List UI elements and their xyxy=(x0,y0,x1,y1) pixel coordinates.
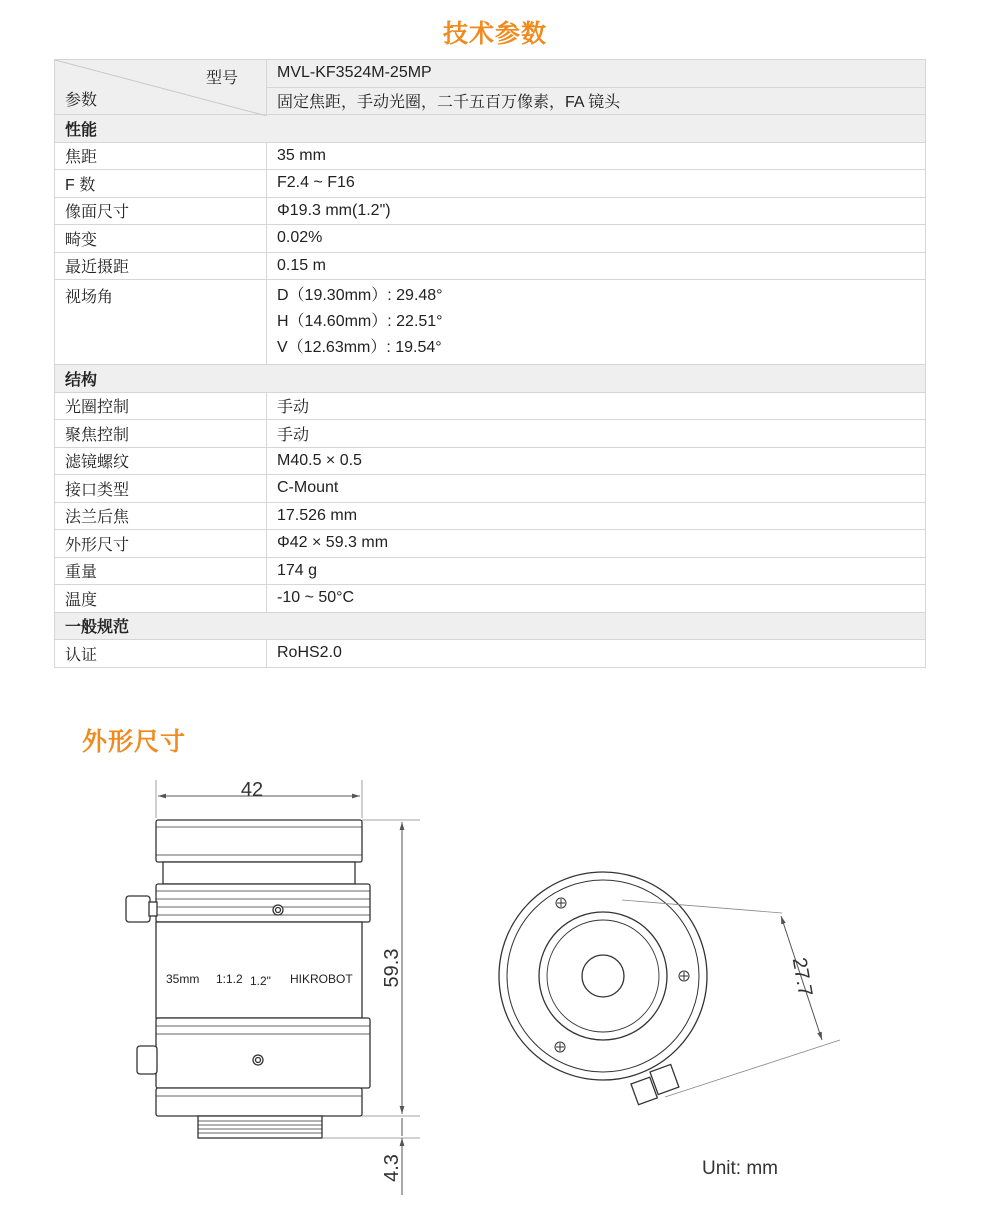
table-row xyxy=(55,392,926,420)
model-value: MVL-KF3524M-25MP xyxy=(267,60,926,88)
row-label: F 数 xyxy=(55,170,267,198)
row-label: 聚焦控制 xyxy=(55,420,267,448)
table-row xyxy=(55,252,926,280)
row-label: 重量 xyxy=(55,557,267,585)
table-row xyxy=(55,640,926,668)
description-value: 固定焦距，手动光圈，二千五百万像素，FA 镜头 xyxy=(267,87,926,115)
table-row xyxy=(55,475,926,503)
section-general-label: 一般规范 xyxy=(55,612,926,640)
row-value: 手动 xyxy=(267,420,926,448)
table-row xyxy=(55,585,926,613)
row-label: 焦距 xyxy=(55,142,267,170)
unit-label: Unit: mm xyxy=(702,1158,778,1179)
param-label: 参数 xyxy=(65,92,98,109)
row-value: 手动 xyxy=(267,392,926,420)
header-row-model xyxy=(55,60,926,88)
diag-dim-label: 27.7 xyxy=(787,955,817,999)
fov-d: D（19.30mm）: 29.48° xyxy=(277,287,443,304)
row-value: -10 ~ 50°C xyxy=(267,585,926,613)
table-row xyxy=(55,197,926,225)
lens-text-brand: HIKROBOT xyxy=(290,972,353,986)
row-value: Φ19.3 mm(1.2") xyxy=(267,197,926,225)
row-label: 光圈控制 xyxy=(55,392,267,420)
row-label: 外形尺寸 xyxy=(55,530,267,558)
lens-text-format: 1.2" xyxy=(250,974,271,988)
row-label: 最近摄距 xyxy=(55,252,267,280)
dimension-drawing xyxy=(0,760,990,1200)
width-dim-label: 42 xyxy=(240,779,264,801)
row-value: F2.4 ~ F16 xyxy=(267,170,926,198)
fov-h: H（14.60mm）: 22.51° xyxy=(277,313,443,330)
fov-label: 视场角 xyxy=(55,280,267,365)
section-general xyxy=(55,612,926,640)
row-value: 35 mm xyxy=(267,142,926,170)
row-value: 17.526 mm xyxy=(267,502,926,530)
row-value: 0.15 m xyxy=(267,252,926,280)
section-performance xyxy=(55,115,926,143)
section-performance-label: 性能 xyxy=(55,115,926,143)
table-row-fov xyxy=(55,280,926,365)
dimensions-title: 外形尺寸 xyxy=(82,728,187,756)
mount-dim-label: 4.3 xyxy=(381,1154,403,1182)
table-row xyxy=(55,170,926,198)
row-value: 174 g xyxy=(267,557,926,585)
table-row xyxy=(55,142,926,170)
header-diagonal-cell xyxy=(55,60,267,115)
fov-values xyxy=(267,280,926,365)
row-label: 畸变 xyxy=(55,225,267,253)
row-value: 0.02% xyxy=(267,225,926,253)
spec-table xyxy=(54,59,926,668)
row-label: 温度 xyxy=(55,585,267,613)
table-row xyxy=(55,530,926,558)
lens-front-view xyxy=(499,872,840,1105)
lens-side-view xyxy=(126,780,420,1195)
section-structure-label: 结构 xyxy=(55,365,926,393)
row-label: 接口类型 xyxy=(55,475,267,503)
specs-title: 技术参数 xyxy=(442,20,547,48)
section-structure xyxy=(55,365,926,393)
table-row xyxy=(55,447,926,475)
lens-text-ratio: 1:1.2 xyxy=(216,972,243,986)
table-row xyxy=(55,557,926,585)
row-value: Φ42 × 59.3 mm xyxy=(267,530,926,558)
row-value: RoHS2.0 xyxy=(267,640,926,668)
table-row xyxy=(55,225,926,253)
height-dim-label: 59.3 xyxy=(381,948,403,988)
lens-text-focal: 35mm xyxy=(166,972,200,986)
row-label: 像面尺寸 xyxy=(55,197,267,225)
row-value: M40.5 × 0.5 xyxy=(267,447,926,475)
row-value: C-Mount xyxy=(267,475,926,503)
table-row xyxy=(55,502,926,530)
table-row xyxy=(55,420,926,448)
row-label: 法兰后焦 xyxy=(55,502,267,530)
row-label: 认证 xyxy=(55,640,267,668)
fov-v: V（12.63mm）: 19.54° xyxy=(277,339,442,356)
row-label: 滤镜螺纹 xyxy=(55,447,267,475)
model-label: 型号 xyxy=(205,70,238,87)
